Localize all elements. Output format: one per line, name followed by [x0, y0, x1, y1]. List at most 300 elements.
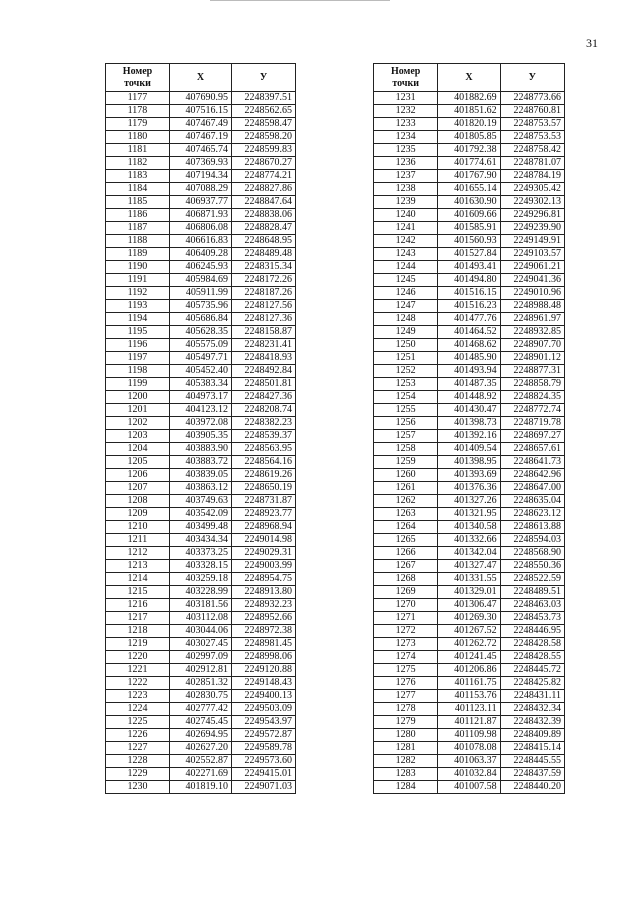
x-coordinate-cell: 403749.63 [170, 495, 232, 508]
x-coordinate-cell: 403027.45 [170, 638, 232, 651]
y-coordinate-cell: 2249120.88 [232, 664, 296, 677]
coordinates-table-left [105, 63, 296, 794]
table-row [374, 430, 565, 443]
point-number-cell: 1230 [106, 781, 170, 794]
table-header-row [374, 64, 565, 92]
x-coordinate-cell: 401630.90 [438, 196, 500, 209]
table-row [374, 248, 565, 261]
y-coordinate-cell: 2249296.81 [500, 209, 564, 222]
table-row [106, 404, 296, 417]
point-number-cell: 1193 [106, 300, 170, 313]
point-number-cell: 1236 [374, 157, 438, 170]
table-row [106, 755, 296, 768]
point-number-cell: 1238 [374, 183, 438, 196]
x-coordinate-cell: 407467.19 [170, 131, 232, 144]
table-header-row [106, 64, 296, 92]
table-row [374, 404, 565, 417]
point-number-cell: 1180 [106, 131, 170, 144]
y-coordinate-cell: 2248913.80 [232, 586, 296, 599]
table-row [106, 716, 296, 729]
y-coordinate-cell: 2248440.20 [500, 781, 564, 794]
table-row [374, 287, 565, 300]
y-coordinate-cell: 2248208.74 [232, 404, 296, 417]
header-num-line1: Номер [122, 65, 153, 77]
table-row [106, 456, 296, 469]
header-x: X [438, 64, 500, 92]
point-number-cell: 1218 [106, 625, 170, 638]
x-coordinate-cell: 402627.20 [170, 742, 232, 755]
table-row [374, 612, 565, 625]
table-row [106, 677, 296, 690]
y-coordinate-cell: 2248446.95 [500, 625, 564, 638]
table-row [106, 534, 296, 547]
y-coordinate-cell: 2248539.37 [232, 430, 296, 443]
table-row [374, 664, 565, 677]
x-coordinate-cell: 406616.83 [170, 235, 232, 248]
x-coordinate-cell: 405575.09 [170, 339, 232, 352]
y-coordinate-cell: 2248568.90 [500, 547, 564, 560]
x-coordinate-cell: 401123.11 [438, 703, 500, 716]
point-number-cell: 1245 [374, 274, 438, 287]
table-row [106, 443, 296, 456]
point-number-cell: 1201 [106, 404, 170, 417]
y-coordinate-cell: 2249543.97 [232, 716, 296, 729]
x-coordinate-cell: 403863.12 [170, 482, 232, 495]
table-row [374, 222, 565, 235]
x-coordinate-cell: 401332.66 [438, 534, 500, 547]
x-coordinate-cell: 401516.15 [438, 287, 500, 300]
x-coordinate-cell: 401267.52 [438, 625, 500, 638]
y-coordinate-cell: 2249239.90 [500, 222, 564, 235]
table-row [106, 768, 296, 781]
point-number-cell: 1280 [374, 729, 438, 742]
y-coordinate-cell: 2248753.57 [500, 118, 564, 131]
point-number-cell: 1208 [106, 495, 170, 508]
table-row [106, 300, 296, 313]
table-row [106, 391, 296, 404]
table-row [374, 235, 565, 248]
page-number: 31 [586, 36, 598, 50]
y-coordinate-cell: 2248988.48 [500, 300, 564, 313]
point-number-cell: 1192 [106, 287, 170, 300]
table-row [106, 703, 296, 716]
table-row [374, 742, 565, 755]
point-number-cell: 1272 [374, 625, 438, 638]
y-coordinate-cell: 2249503.09 [232, 703, 296, 716]
point-number-cell: 1284 [374, 781, 438, 794]
x-coordinate-cell: 401468.62 [438, 339, 500, 352]
y-coordinate-cell: 2248847.64 [232, 196, 296, 209]
y-coordinate-cell: 2248127.56 [232, 300, 296, 313]
y-coordinate-cell: 2249103.57 [500, 248, 564, 261]
x-coordinate-cell: 401078.08 [438, 742, 500, 755]
point-number-cell: 1254 [374, 391, 438, 404]
point-number-cell: 1269 [374, 586, 438, 599]
x-coordinate-cell: 401820.19 [438, 118, 500, 131]
table-row [106, 183, 296, 196]
table-row [374, 781, 565, 794]
y-coordinate-cell: 2248968.94 [232, 521, 296, 534]
x-coordinate-cell: 401493.41 [438, 261, 500, 274]
y-coordinate-cell: 2248773.66 [500, 92, 564, 105]
table-row [106, 625, 296, 638]
point-number-cell: 1185 [106, 196, 170, 209]
point-number-cell: 1189 [106, 248, 170, 261]
point-number-cell: 1262 [374, 495, 438, 508]
point-number-cell: 1203 [106, 430, 170, 443]
point-number-cell: 1225 [106, 716, 170, 729]
table-row [374, 378, 565, 391]
x-coordinate-cell: 403181.56 [170, 599, 232, 612]
y-coordinate-cell: 2248753.53 [500, 131, 564, 144]
x-coordinate-cell: 405686.84 [170, 313, 232, 326]
y-coordinate-cell: 2248784.19 [500, 170, 564, 183]
x-coordinate-cell: 402851.32 [170, 677, 232, 690]
y-coordinate-cell: 2248623.12 [500, 508, 564, 521]
y-coordinate-cell: 2248427.36 [232, 391, 296, 404]
table-body-left [106, 92, 296, 794]
x-coordinate-cell: 401819.10 [170, 781, 232, 794]
y-coordinate-cell: 2248972.38 [232, 625, 296, 638]
y-coordinate-cell: 2248952.66 [232, 612, 296, 625]
table-row [106, 612, 296, 625]
x-coordinate-cell: 403228.99 [170, 586, 232, 599]
table-row [374, 209, 565, 222]
table-row [106, 274, 296, 287]
point-number-cell: 1222 [106, 677, 170, 690]
y-coordinate-cell: 2248463.03 [500, 599, 564, 612]
point-number-cell: 1279 [374, 716, 438, 729]
point-number-cell: 1270 [374, 599, 438, 612]
point-number-cell: 1251 [374, 352, 438, 365]
point-number-cell: 1253 [374, 378, 438, 391]
x-coordinate-cell: 402997.09 [170, 651, 232, 664]
table-row [106, 92, 296, 105]
y-coordinate-cell: 2248562.65 [232, 105, 296, 118]
x-coordinate-cell: 404123.12 [170, 404, 232, 417]
point-number-cell: 1240 [374, 209, 438, 222]
y-coordinate-cell: 2249149.91 [500, 235, 564, 248]
table-row [374, 118, 565, 131]
point-number-cell: 1281 [374, 742, 438, 755]
y-coordinate-cell: 2248409.89 [500, 729, 564, 742]
header-y: У [232, 64, 296, 92]
y-coordinate-cell: 2248598.20 [232, 131, 296, 144]
y-coordinate-cell: 2248445.55 [500, 755, 564, 768]
top-rule [210, 0, 390, 1]
y-coordinate-cell: 2249003.99 [232, 560, 296, 573]
table-row [374, 183, 565, 196]
x-coordinate-cell: 401398.73 [438, 417, 500, 430]
x-coordinate-cell: 407467.49 [170, 118, 232, 131]
x-coordinate-cell: 401269.30 [438, 612, 500, 625]
table-row [374, 703, 565, 716]
y-coordinate-cell: 2248774.21 [232, 170, 296, 183]
table-row [374, 365, 565, 378]
header-y: У [500, 64, 564, 92]
y-coordinate-cell: 2248781.07 [500, 157, 564, 170]
x-coordinate-cell: 401560.93 [438, 235, 500, 248]
x-coordinate-cell: 402830.75 [170, 690, 232, 703]
table-row [374, 391, 565, 404]
table-row [374, 495, 565, 508]
table-row [106, 547, 296, 560]
x-coordinate-cell: 405383.34 [170, 378, 232, 391]
table-row [106, 261, 296, 274]
y-coordinate-cell: 2249014.98 [232, 534, 296, 547]
y-coordinate-cell: 2249302.13 [500, 196, 564, 209]
y-coordinate-cell: 2248445.72 [500, 664, 564, 677]
table-row [106, 417, 296, 430]
y-coordinate-cell: 2248428.58 [500, 638, 564, 651]
table-row [106, 651, 296, 664]
table-row [374, 690, 565, 703]
point-number-cell: 1217 [106, 612, 170, 625]
y-coordinate-cell: 2248127.36 [232, 313, 296, 326]
x-coordinate-cell: 405497.71 [170, 352, 232, 365]
y-coordinate-cell: 2248670.27 [232, 157, 296, 170]
table-row [106, 560, 296, 573]
y-coordinate-cell: 2248428.55 [500, 651, 564, 664]
point-number-cell: 1197 [106, 352, 170, 365]
table-row [106, 144, 296, 157]
x-coordinate-cell: 403883.72 [170, 456, 232, 469]
point-number-cell: 1187 [106, 222, 170, 235]
y-coordinate-cell: 2248432.39 [500, 716, 564, 729]
point-number-cell: 1246 [374, 287, 438, 300]
point-number-cell: 1190 [106, 261, 170, 274]
point-number-cell: 1275 [374, 664, 438, 677]
table-row [106, 235, 296, 248]
x-coordinate-cell: 401306.47 [438, 599, 500, 612]
table-row [106, 599, 296, 612]
y-coordinate-cell: 2248425.82 [500, 677, 564, 690]
table-row [374, 534, 565, 547]
y-coordinate-cell: 2248231.41 [232, 339, 296, 352]
point-number-cell: 1249 [374, 326, 438, 339]
point-number-cell: 1266 [374, 547, 438, 560]
point-number-cell: 1247 [374, 300, 438, 313]
table-row [106, 469, 296, 482]
x-coordinate-cell: 401342.04 [438, 547, 500, 560]
table-row [374, 482, 565, 495]
table-row [374, 352, 565, 365]
point-number-cell: 1276 [374, 677, 438, 690]
coordinates-table-right [373, 63, 565, 794]
x-coordinate-cell: 403044.06 [170, 625, 232, 638]
table-row [106, 430, 296, 443]
y-coordinate-cell: 2248315.34 [232, 261, 296, 274]
x-coordinate-cell: 405984.69 [170, 274, 232, 287]
x-coordinate-cell: 402552.87 [170, 755, 232, 768]
y-coordinate-cell: 2248828.47 [232, 222, 296, 235]
y-coordinate-cell: 2248453.73 [500, 612, 564, 625]
point-number-cell: 1234 [374, 131, 438, 144]
y-coordinate-cell: 2249572.87 [232, 729, 296, 742]
point-number-cell: 1188 [106, 235, 170, 248]
x-coordinate-cell: 404973.17 [170, 391, 232, 404]
table-row [106, 742, 296, 755]
table-row [106, 495, 296, 508]
y-coordinate-cell: 2249148.43 [232, 677, 296, 690]
x-coordinate-cell: 401393.69 [438, 469, 500, 482]
y-coordinate-cell: 2248697.27 [500, 430, 564, 443]
x-coordinate-cell: 403259.18 [170, 573, 232, 586]
x-coordinate-cell: 407194.34 [170, 170, 232, 183]
point-number-cell: 1258 [374, 443, 438, 456]
point-number-cell: 1255 [374, 404, 438, 417]
point-number-cell: 1274 [374, 651, 438, 664]
x-coordinate-cell: 403499.48 [170, 521, 232, 534]
y-coordinate-cell: 2248489.51 [500, 586, 564, 599]
y-coordinate-cell: 2248431.11 [500, 690, 564, 703]
y-coordinate-cell: 2248501.81 [232, 378, 296, 391]
point-number-cell: 1210 [106, 521, 170, 534]
x-coordinate-cell: 401206.86 [438, 664, 500, 677]
point-number-cell: 1259 [374, 456, 438, 469]
point-number-cell: 1219 [106, 638, 170, 651]
y-coordinate-cell: 2248731.87 [232, 495, 296, 508]
x-coordinate-cell: 407465.74 [170, 144, 232, 157]
table-row [374, 313, 565, 326]
x-coordinate-cell: 401493.94 [438, 365, 500, 378]
table-row [106, 105, 296, 118]
x-coordinate-cell: 401121.87 [438, 716, 500, 729]
y-coordinate-cell: 2248838.06 [232, 209, 296, 222]
x-coordinate-cell: 401585.91 [438, 222, 500, 235]
point-number-cell: 1231 [374, 92, 438, 105]
x-coordinate-cell: 401327.26 [438, 495, 500, 508]
point-number-cell: 1241 [374, 222, 438, 235]
point-number-cell: 1265 [374, 534, 438, 547]
point-number-cell: 1232 [374, 105, 438, 118]
y-coordinate-cell: 2249071.03 [232, 781, 296, 794]
x-coordinate-cell: 401655.14 [438, 183, 500, 196]
y-coordinate-cell: 2248961.97 [500, 313, 564, 326]
table-row [106, 326, 296, 339]
point-number-cell: 1183 [106, 170, 170, 183]
x-coordinate-cell: 401851.62 [438, 105, 500, 118]
x-coordinate-cell: 402777.42 [170, 703, 232, 716]
point-number-cell: 1186 [106, 209, 170, 222]
y-coordinate-cell: 2248564.16 [232, 456, 296, 469]
point-number-cell: 1226 [106, 729, 170, 742]
point-number-cell: 1278 [374, 703, 438, 716]
table-row [106, 209, 296, 222]
x-coordinate-cell: 401032.84 [438, 768, 500, 781]
x-coordinate-cell: 403542.09 [170, 508, 232, 521]
point-number-cell: 1216 [106, 599, 170, 612]
y-coordinate-cell: 2248492.84 [232, 365, 296, 378]
y-coordinate-cell: 2249010.96 [500, 287, 564, 300]
point-number-cell: 1196 [106, 339, 170, 352]
table-row [374, 768, 565, 781]
point-number-cell: 1211 [106, 534, 170, 547]
x-coordinate-cell: 401063.37 [438, 755, 500, 768]
y-coordinate-cell: 2248418.93 [232, 352, 296, 365]
x-coordinate-cell: 402912.81 [170, 664, 232, 677]
point-number-cell: 1200 [106, 391, 170, 404]
x-coordinate-cell: 401882.69 [438, 92, 500, 105]
point-number-cell: 1214 [106, 573, 170, 586]
point-number-cell: 1209 [106, 508, 170, 521]
y-coordinate-cell: 2249573.60 [232, 755, 296, 768]
x-coordinate-cell: 401340.58 [438, 521, 500, 534]
y-coordinate-cell: 2248650.19 [232, 482, 296, 495]
x-coordinate-cell: 401329.01 [438, 586, 500, 599]
table-row [106, 586, 296, 599]
table-row [374, 196, 565, 209]
point-number-cell: 1229 [106, 768, 170, 781]
table-row [374, 469, 565, 482]
table-row [106, 508, 296, 521]
x-coordinate-cell: 405628.35 [170, 326, 232, 339]
y-coordinate-cell: 2248648.95 [232, 235, 296, 248]
y-coordinate-cell: 2248998.06 [232, 651, 296, 664]
table-row [106, 638, 296, 651]
table-row [106, 573, 296, 586]
y-coordinate-cell: 2248642.96 [500, 469, 564, 482]
table-row [374, 638, 565, 651]
table-row [106, 313, 296, 326]
point-number-cell: 1198 [106, 365, 170, 378]
x-coordinate-cell: 403972.08 [170, 417, 232, 430]
y-coordinate-cell: 2248932.85 [500, 326, 564, 339]
x-coordinate-cell: 407690.95 [170, 92, 232, 105]
table-row [106, 118, 296, 131]
y-coordinate-cell: 2248647.00 [500, 482, 564, 495]
x-coordinate-cell: 401485.90 [438, 352, 500, 365]
x-coordinate-cell: 406806.08 [170, 222, 232, 235]
x-coordinate-cell: 401398.95 [438, 456, 500, 469]
table-row [374, 170, 565, 183]
header-point-number [374, 64, 438, 92]
table-row [106, 157, 296, 170]
x-coordinate-cell: 406937.77 [170, 196, 232, 209]
table-row [106, 131, 296, 144]
point-number-cell: 1257 [374, 430, 438, 443]
header-num-line2: точки [392, 77, 419, 89]
table-row [374, 144, 565, 157]
point-number-cell: 1194 [106, 313, 170, 326]
y-coordinate-cell: 2248563.95 [232, 443, 296, 456]
y-coordinate-cell: 2249400.13 [232, 690, 296, 703]
point-number-cell: 1206 [106, 469, 170, 482]
table-row [374, 651, 565, 664]
point-number-cell: 1228 [106, 755, 170, 768]
point-number-cell: 1179 [106, 118, 170, 131]
y-coordinate-cell: 2248877.31 [500, 365, 564, 378]
x-coordinate-cell: 402694.95 [170, 729, 232, 742]
table-row [374, 456, 565, 469]
point-number-cell: 1213 [106, 560, 170, 573]
point-number-cell: 1199 [106, 378, 170, 391]
point-number-cell: 1243 [374, 248, 438, 261]
table-row [374, 326, 565, 339]
table-row [106, 287, 296, 300]
point-number-cell: 1205 [106, 456, 170, 469]
y-coordinate-cell: 2249589.78 [232, 742, 296, 755]
x-coordinate-cell: 401487.35 [438, 378, 500, 391]
table-row [374, 729, 565, 742]
point-number-cell: 1248 [374, 313, 438, 326]
table-row [106, 170, 296, 183]
x-coordinate-cell: 405911.99 [170, 287, 232, 300]
table-row [106, 222, 296, 235]
table-row [374, 547, 565, 560]
x-coordinate-cell: 401153.76 [438, 690, 500, 703]
table-row [374, 105, 565, 118]
